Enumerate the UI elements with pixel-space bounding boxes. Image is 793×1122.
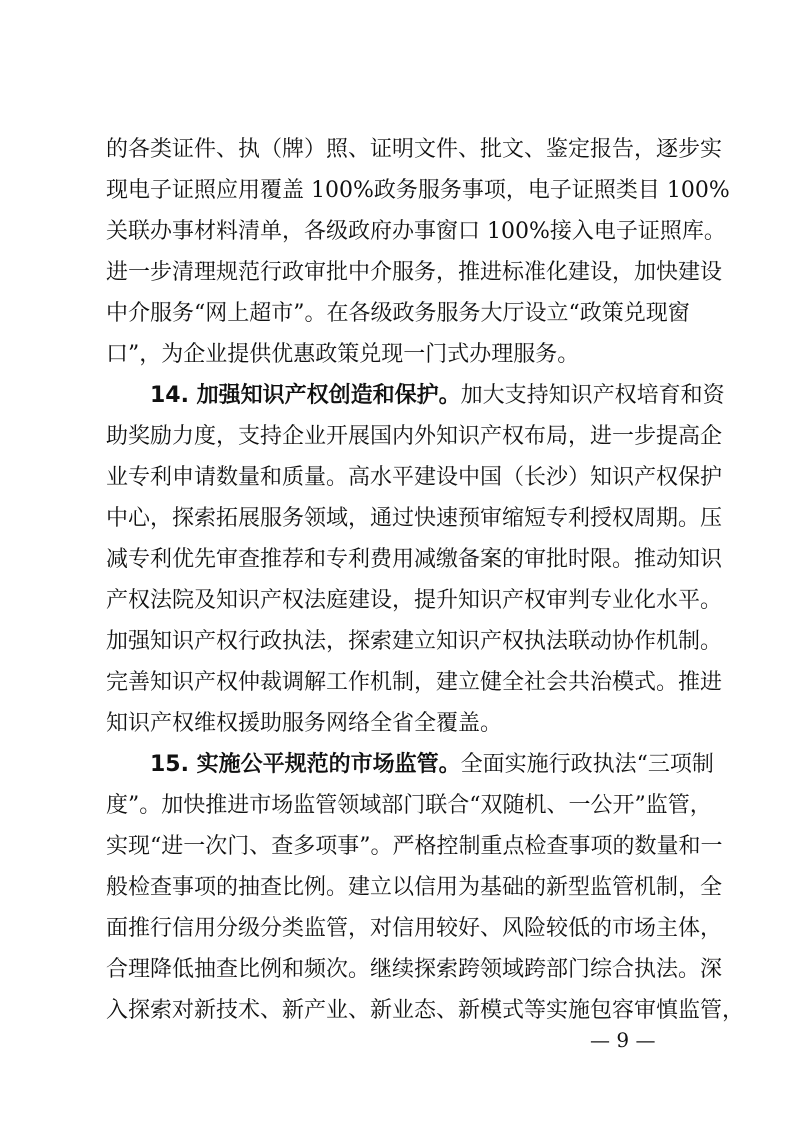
paragraph-line: 关联办事材料清单，各级政府办事窗口 100%接入电子证照库。 <box>106 219 726 244</box>
section-14-first-line <box>150 383 725 408</box>
page-number: — 9 — <box>590 1028 656 1052</box>
paragraph-line: 业专利申请数量和质量。高水平建设中国（长沙）知识产权保护 <box>106 465 723 490</box>
paragraph-line: 产权法院及知识产权法庭建设，提升知识产权审判专业化水平。 <box>106 588 723 613</box>
paragraph-line: 实现“进一次门、查多项事”。严格控制重点检查事项的数量和一 <box>106 834 723 859</box>
section-15-heading: 15. 实施公平规范的市场监管。 <box>150 752 461 777</box>
paragraph-line: 现电子证照应用覆盖 100%政务服务事项，电子证照类目 100% <box>106 178 730 203</box>
paragraph-line: 合理降低抽查比例和频次。继续探索跨领域跨部门综合执法。深 <box>106 957 723 982</box>
paragraph-line: 助奖励力度，支持企业开展国内外知识产权布局，进一步提高企 <box>106 424 723 449</box>
paragraph-line: 中心，探索拓展服务领域，通过快速预审缩短专利授权周期。压 <box>106 506 723 531</box>
section-15-first-line <box>150 752 714 777</box>
paragraph-line: 完善知识产权仲裁调解工作机制，建立健全社会共治模式。推进 <box>106 670 723 695</box>
paragraph-line: 面推行信用分级分类监管，对信用较好、风险较低的市场主体， <box>106 916 723 941</box>
paragraph-line: 般检查事项的抽查比例。建立以信用为基础的新型监管机制，全 <box>106 875 723 900</box>
paragraph-line: 知识产权维权援助服务网络全省全覆盖。 <box>106 711 503 736</box>
section-14-heading: 14. 加强知识产权创造和保护。 <box>150 383 461 408</box>
section-15-first-line-text: 全面实施行政执法“三项制 <box>460 752 714 777</box>
paragraph-line: 度”。加快推进市场监管领域部门联合“双随机、一公开”监管， <box>106 793 712 818</box>
paragraph-line: 入探索对新技术、新产业、新业态、新模式等实施包容审慎监管， <box>106 998 745 1023</box>
paragraph-line: 的各类证件、执（牌）照、证明文件、批文、鉴定报告，逐步实 <box>106 137 723 162</box>
paragraph-line: 中介服务“网上超市”。在各级政务服务大厅设立“政策兑现窗 <box>106 301 690 326</box>
section-14-first-line-text: 加大支持知识产权培育和资 <box>460 383 725 408</box>
paragraph-line: 减专利优先审查推荐和专利费用减缴备案的审批时限。推动知识 <box>106 547 723 572</box>
paragraph-line: 进一步清理规范行政审批中介服务，推进标准化建设，加快建设 <box>106 260 723 285</box>
paragraph-line: 口”，为企业提供优惠政策兑现一门式办理服务。 <box>106 342 580 367</box>
paragraph-line: 加强知识产权行政执法，探索建立知识产权执法联动协作机制。 <box>106 629 723 654</box>
